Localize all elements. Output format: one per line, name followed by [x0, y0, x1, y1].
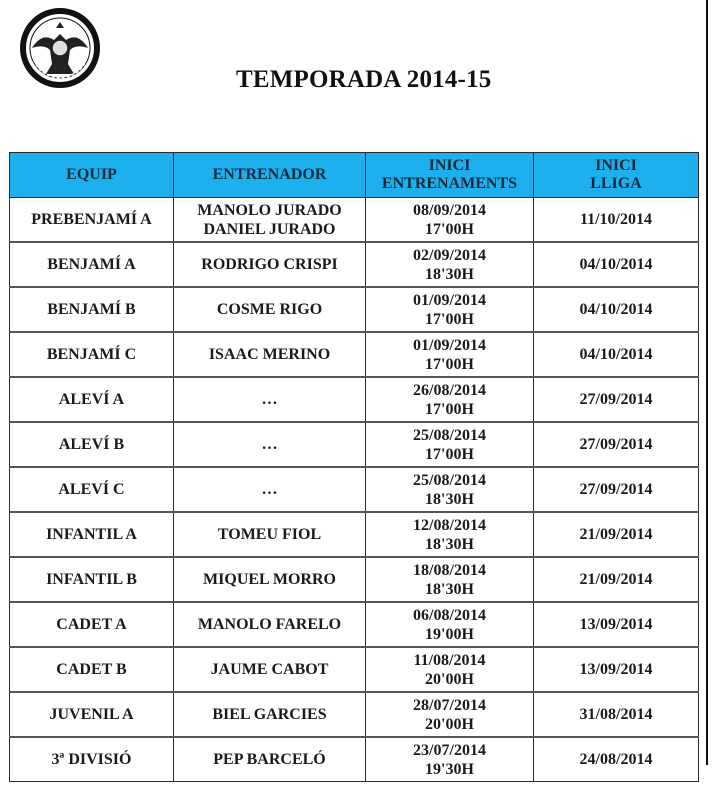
table-row [10, 287, 699, 332]
team-name: ALEVÍ A [58, 391, 125, 408]
cell-inici-lliga [534, 287, 699, 332]
cell-inici-lliga [534, 647, 699, 692]
column-header-inici-entrenaments [366, 153, 534, 198]
header-text: ENTRENADOR [212, 166, 327, 183]
table-row [10, 332, 699, 377]
coach-name: … [261, 481, 278, 498]
cell-inici-lliga [534, 198, 699, 243]
league-date: 04/10/2014 [579, 256, 653, 273]
cell-entrenador [174, 287, 366, 332]
table-row [10, 602, 699, 647]
training-date: 23/07/2014 [413, 741, 486, 759]
league-date: 27/09/2014 [579, 391, 653, 408]
league-date: 27/09/2014 [579, 481, 653, 498]
cell-inici-lliga [534, 242, 699, 287]
cell-inici-lliga [534, 692, 699, 737]
cell-equip [10, 377, 174, 422]
cell-entrenador [174, 557, 366, 602]
cell-inici-entrenaments [366, 242, 534, 287]
coach-name: … [261, 391, 278, 408]
cell-entrenador [174, 198, 366, 243]
training-date: 18/08/2014 [413, 561, 486, 579]
cell-equip [10, 692, 174, 737]
cell-inici-entrenaments [366, 422, 534, 467]
column-header-equip [10, 153, 174, 198]
cell-inici-entrenaments [366, 602, 534, 647]
training-time: 18'30H [425, 265, 474, 283]
team-name: PREBENJAMÍ A [31, 211, 152, 228]
training-date: 25/08/2014 [413, 426, 486, 444]
training-date: 08/09/2014 [413, 201, 486, 219]
cell-equip [10, 287, 174, 332]
training-time: 17'00H [425, 220, 474, 238]
cell-entrenador [174, 737, 366, 782]
cell-inici-lliga [534, 557, 699, 602]
cell-inici-lliga [534, 467, 699, 512]
training-time: 17'00H [425, 400, 474, 418]
cell-entrenador [174, 647, 366, 692]
league-date: 04/10/2014 [579, 346, 653, 363]
team-name: BENJAMÍ A [47, 256, 136, 273]
league-date: 04/10/2014 [579, 301, 653, 318]
cell-inici-lliga [534, 377, 699, 422]
cell-inici-lliga [534, 737, 699, 782]
cell-entrenador [174, 242, 366, 287]
training-time: 18'30H [425, 535, 474, 553]
training-date: 01/09/2014 [413, 336, 486, 354]
training-date: 12/08/2014 [413, 516, 486, 534]
team-name: JUVENIL A [49, 706, 134, 723]
team-name: 3ª DIVISIÓ [51, 751, 132, 768]
team-name: BENJAMÍ B [47, 301, 136, 318]
cell-inici-entrenaments [366, 198, 534, 243]
league-date: 31/08/2014 [579, 706, 653, 723]
training-time: 17'00H [425, 445, 474, 463]
team-name: CADET B [56, 661, 127, 678]
team-name: INFANTIL A [46, 526, 137, 543]
table-row [10, 377, 699, 422]
table-row [10, 467, 699, 512]
cell-entrenador [174, 377, 366, 422]
coach-name: DANIEL JURADO [203, 220, 336, 238]
table-row [10, 692, 699, 737]
coach-name: JAUME CABOT [210, 661, 329, 678]
training-time: 17'00H [425, 355, 474, 373]
page-title: TEMPORADA 2014-15 [236, 66, 492, 93]
cell-inici-entrenaments [366, 692, 534, 737]
training-date: 06/08/2014 [413, 606, 486, 624]
league-date: 11/10/2014 [579, 211, 652, 228]
team-name: BENJAMÍ C [46, 346, 137, 363]
cell-entrenador [174, 692, 366, 737]
training-time: 20'00H [425, 670, 474, 688]
team-name: CADET A [56, 616, 127, 633]
table-row [10, 647, 699, 692]
league-date: 27/09/2014 [579, 436, 653, 453]
cell-equip [10, 512, 174, 557]
cell-inici-entrenaments [366, 467, 534, 512]
cell-inici-entrenaments [366, 737, 534, 782]
training-date: 26/08/2014 [413, 381, 486, 399]
coach-name: MANOLO JURADO [197, 201, 342, 219]
cell-entrenador [174, 422, 366, 467]
cell-inici-lliga [534, 512, 699, 557]
table-row [10, 198, 699, 243]
page-edge-border [706, 0, 708, 765]
training-date: 11/08/2014 [413, 651, 486, 669]
team-name: ALEVÍ B [58, 436, 125, 453]
cell-entrenador [174, 602, 366, 647]
training-time: 19'00H [425, 625, 474, 643]
cell-equip [10, 557, 174, 602]
league-date: 13/09/2014 [579, 661, 653, 678]
table-row [10, 557, 699, 602]
column-header-inici-lliga [534, 153, 699, 198]
cell-inici-entrenaments [366, 332, 534, 377]
training-date: 01/09/2014 [413, 291, 486, 309]
coach-name: MANOLO FARELO [197, 616, 342, 633]
training-time: 17'00H [425, 310, 474, 328]
training-time: 20'00H [425, 715, 474, 733]
training-time: 18'30H [425, 490, 474, 508]
cell-equip [10, 602, 174, 647]
league-date: 21/09/2014 [579, 526, 653, 543]
table-header-row [10, 153, 699, 198]
cell-entrenador [174, 512, 366, 557]
team-name: ALEVÍ C [58, 481, 125, 498]
coach-name: RODRIGO CRISPI [201, 256, 338, 273]
column-header-entrenador [174, 153, 366, 198]
cell-entrenador [174, 332, 366, 377]
header-text: INICI [595, 157, 637, 174]
cell-inici-entrenaments [366, 512, 534, 557]
cell-equip [10, 332, 174, 377]
cell-equip [10, 467, 174, 512]
league-date: 24/08/2014 [579, 751, 653, 768]
cell-inici-entrenaments [366, 557, 534, 602]
training-date: 25/08/2014 [413, 471, 486, 489]
coach-name: COSME RIGO [216, 301, 323, 318]
league-date: 21/09/2014 [579, 571, 653, 588]
cell-equip [10, 242, 174, 287]
cell-equip [10, 647, 174, 692]
cell-equip [10, 198, 174, 243]
header-text: LLIGA [590, 175, 642, 192]
table-row [10, 737, 699, 782]
table-row [10, 512, 699, 557]
cell-inici-entrenaments [366, 647, 534, 692]
header-text: EQUIP [66, 166, 117, 183]
club-crest-logo [20, 8, 100, 88]
table-row [10, 422, 699, 467]
coach-name: BIEL GARCIES [212, 706, 327, 723]
cell-inici-lliga [534, 602, 699, 647]
cell-inici-lliga [534, 422, 699, 467]
cell-inici-lliga [534, 332, 699, 377]
coach-name: … [261, 436, 278, 453]
cell-equip [10, 422, 174, 467]
coach-name: PEP BARCELÓ [213, 751, 326, 768]
cell-entrenador [174, 467, 366, 512]
league-date: 13/09/2014 [579, 616, 653, 633]
header-text: INICI [428, 157, 471, 174]
header-text: ENTRENAMENTS [381, 175, 518, 192]
training-time: 18'30H [425, 580, 474, 598]
coach-name: ISAAC MERINO [208, 346, 331, 363]
season-schedule-table [9, 152, 699, 782]
cell-inici-entrenaments [366, 377, 534, 422]
table-row [10, 242, 699, 287]
team-name: INFANTIL B [46, 571, 137, 588]
coach-name: TOMEU FIOL [217, 526, 322, 543]
training-time: 19'30H [425, 760, 474, 778]
coach-name: MIQUEL MORRO [203, 571, 336, 588]
training-date: 02/09/2014 [413, 246, 486, 264]
training-date: 28/07/2014 [413, 696, 486, 714]
cell-inici-entrenaments [366, 287, 534, 332]
cell-equip [10, 737, 174, 782]
